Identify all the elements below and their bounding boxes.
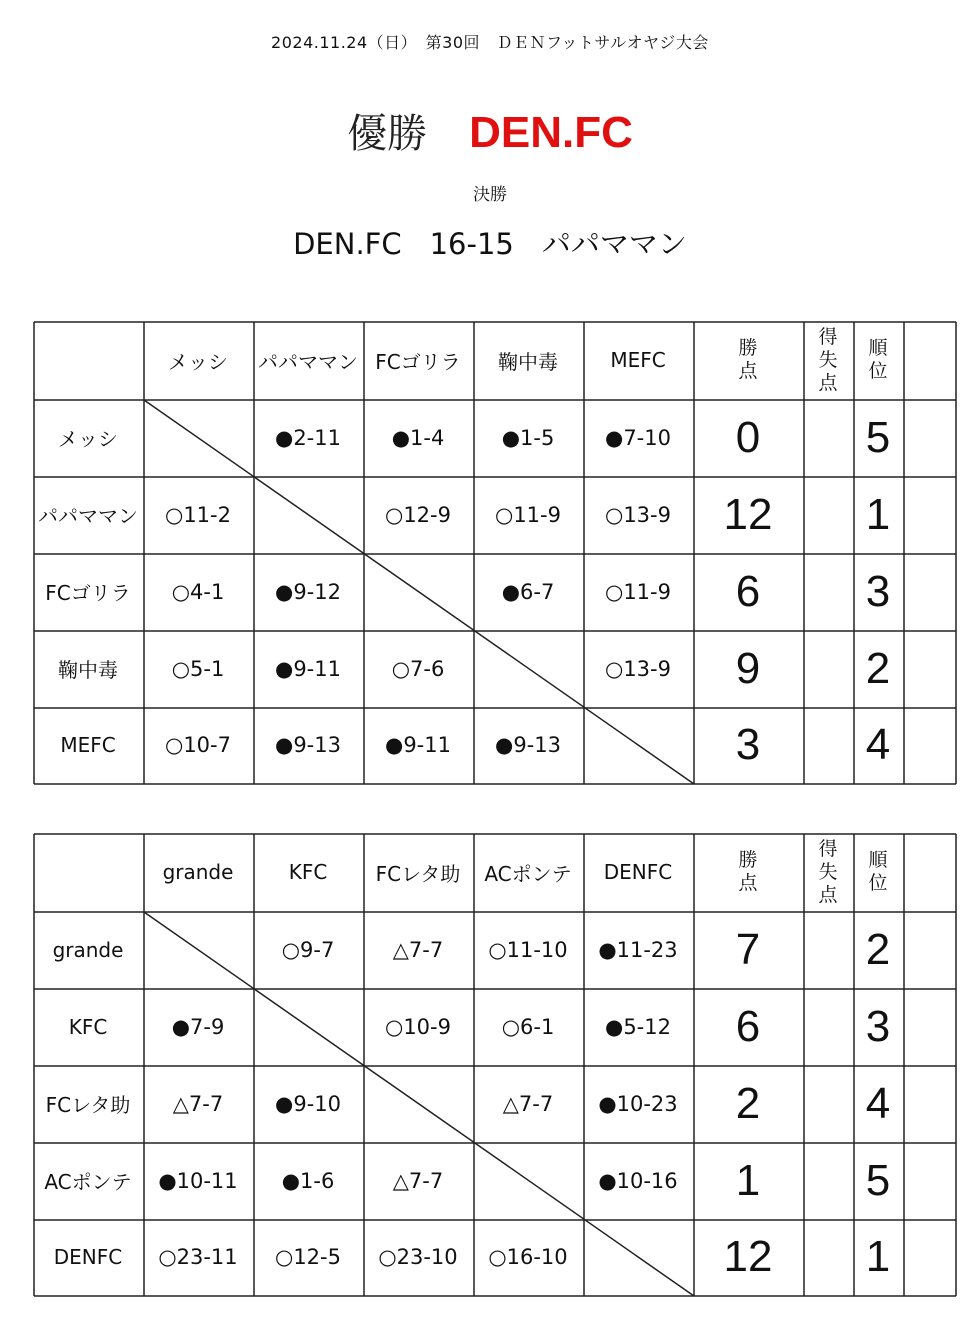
rank-header-char: 順: [868, 849, 888, 871]
goal-diff-header-char: 得: [818, 837, 838, 860]
match-result-cell: ●5-12: [605, 1014, 671, 1039]
goal-diff-cell: [803, 553, 853, 630]
row-team-name: DENFC: [53, 1245, 123, 1269]
goal-diff-header-char: 点: [818, 371, 838, 394]
goal-diff-cell: [803, 630, 853, 707]
match-result-cell: △7-7: [502, 1091, 554, 1116]
match-result-cell: [253, 476, 363, 553]
goal-diff-cell: [803, 911, 853, 988]
match-result-cell: [473, 1142, 583, 1219]
match-result-cell: ○11-9: [495, 502, 561, 527]
rank-cell: 5: [865, 412, 891, 462]
match-result-cell: ●11-23: [598, 937, 678, 962]
goal-diff-cell: [803, 1142, 853, 1219]
rank-header: [853, 321, 903, 399]
points-cell: 3: [735, 720, 761, 769]
points-cell: 12: [723, 489, 773, 539]
rank-header-char: 順: [868, 337, 888, 359]
match-result-cell: ●10-23: [598, 1091, 678, 1116]
points-header-char: 点: [738, 872, 758, 894]
match-result-cell: ●9-13: [275, 733, 341, 757]
goal-diff-header-char: 点: [818, 883, 838, 906]
points-header: [693, 833, 803, 911]
rank-cell: 5: [865, 1155, 891, 1205]
match-result-cell: [583, 1219, 693, 1295]
match-result-cell: ●1-6: [281, 1168, 335, 1193]
match-result-cell: ○11-9: [605, 579, 671, 604]
points-header-char: 勝: [738, 849, 758, 871]
points-cell: 7: [735, 924, 761, 974]
goal-diff-header-char: 失: [818, 348, 838, 371]
points-cell: 2: [735, 1078, 761, 1128]
column-header: DENFC: [603, 860, 673, 884]
match-result-cell: ○6-1: [501, 1014, 555, 1039]
rank-cell: 1: [865, 1232, 891, 1281]
match-result-cell: ○13-9: [605, 502, 671, 527]
row-team-name: KFC: [68, 1014, 108, 1039]
column-header: メッシ: [168, 349, 228, 374]
match-result-cell: ●6-7: [501, 579, 555, 604]
match-result-cell: ●9-11: [275, 656, 341, 681]
match-result-cell: △7-7: [392, 1168, 444, 1193]
rank-cell: 2: [865, 643, 891, 693]
column-header: KFC: [288, 860, 328, 884]
match-result-cell: [363, 553, 473, 630]
match-result-cell: [253, 988, 363, 1065]
row-team-name: FCレタ助: [45, 1093, 131, 1117]
match-result-cell: ●1-5: [501, 425, 555, 450]
match-result-cell: ○4-1: [171, 579, 225, 604]
column-header: パパママン: [258, 349, 358, 374]
rank-header: [853, 833, 903, 911]
league-table-2: [33, 833, 955, 1295]
points-cell: 12: [723, 1232, 773, 1281]
match-result-cell: [143, 399, 253, 476]
rank-header-char: 位: [868, 360, 888, 382]
points-cell: 6: [735, 1001, 761, 1051]
match-result-cell: ○11-2: [165, 502, 231, 527]
match-result-cell: [143, 911, 253, 988]
column-header: ACポンテ: [484, 861, 572, 886]
match-result-cell: ○12-9: [385, 502, 451, 527]
match-result-cell: △7-7: [172, 1091, 224, 1116]
row-team-name: メッシ: [58, 427, 118, 451]
match-result-cell: [583, 707, 693, 783]
match-result-cell: ○10-7: [165, 733, 231, 757]
event-title: 2024.11.24（日） 第30回 ＤＥＮフットサルオヤジ大会: [271, 33, 709, 52]
match-result-cell: [473, 630, 583, 707]
match-result-cell: ○11-10: [488, 937, 568, 962]
points-cell: 1: [735, 1155, 761, 1205]
final-result: [0, 222, 980, 263]
rank-cell: 1: [865, 489, 891, 539]
rank-cell: 4: [865, 720, 891, 769]
goal-diff-header-char: 失: [818, 860, 838, 883]
match-result-cell: ●1-4: [391, 425, 445, 450]
match-result-cell: ●7-10: [605, 425, 671, 450]
final-score: 16-15: [429, 227, 514, 261]
rank-cell: 3: [865, 1001, 891, 1051]
column-header: MEFC: [610, 348, 666, 372]
match-result-cell: ●2-11: [275, 425, 341, 450]
rank-header-char: 位: [868, 872, 888, 894]
column-header: FCレタ助: [375, 861, 461, 886]
goal-diff-cell: [803, 1065, 853, 1142]
points-header-char: 勝: [738, 337, 758, 359]
goal-diff-cell: [803, 476, 853, 553]
match-result-cell: [363, 1065, 473, 1142]
match-result-cell: ●9-11: [385, 733, 451, 757]
row-team-name: パパママン: [38, 504, 138, 528]
column-header: grande: [162, 860, 234, 884]
match-result-cell: △7-7: [392, 937, 444, 962]
champion-team: DEN.FC: [469, 108, 633, 157]
match-result-cell: ○23-11: [158, 1245, 238, 1269]
match-result-cell: ○16-10: [488, 1245, 568, 1269]
rank-cell: 3: [865, 566, 891, 616]
goal-diff-header-char: 得: [818, 325, 838, 348]
match-result-cell: ●10-16: [598, 1168, 678, 1193]
points-cell: 0: [735, 412, 761, 462]
points-header-char: 点: [738, 360, 758, 382]
row-team-name: MEFC: [60, 733, 116, 757]
row-team-name: ACポンテ: [44, 1170, 132, 1194]
match-result-cell: ●10-11: [158, 1168, 238, 1193]
match-result-cell: ○5-1: [171, 656, 225, 681]
match-result-cell: ●7-9: [171, 1014, 225, 1039]
match-result-cell: ○13-9: [605, 656, 671, 681]
match-result-cell: ○23-10: [378, 1245, 458, 1269]
match-result-cell: ●9-13: [495, 733, 561, 757]
match-result-cell: ○10-9: [385, 1014, 451, 1039]
match-result-cell: ○7-6: [391, 656, 445, 681]
rank-cell: 4: [865, 1078, 891, 1128]
goal-diff-cell: [803, 399, 853, 476]
points-cell: 6: [735, 566, 761, 616]
goal-diff-cell: [803, 988, 853, 1065]
match-result-cell: ●9-10: [275, 1091, 341, 1116]
row-team-name: grande: [52, 937, 124, 962]
column-header: 鞠中毒: [498, 349, 558, 374]
final-team-b: パパママン: [541, 227, 687, 261]
champion-label: 優勝: [347, 111, 428, 157]
row-team-name: 鞠中毒: [58, 658, 118, 682]
points-header: [693, 321, 803, 399]
points-cell: 9: [735, 643, 761, 693]
column-header: FCゴリラ: [375, 349, 461, 374]
match-result-cell: ●9-12: [275, 579, 341, 604]
goal-diff-cell: [803, 1219, 853, 1295]
goal-diff-header: [803, 833, 853, 911]
rank-cell: 2: [865, 924, 891, 974]
goal-diff-header: [803, 321, 853, 399]
match-result-cell: ○12-5: [275, 1245, 341, 1269]
final-label: 決勝: [473, 185, 507, 205]
row-team-name: FCゴリラ: [45, 581, 131, 605]
final-team-a: DEN.FC: [293, 227, 402, 261]
match-result-cell: ○9-7: [281, 937, 335, 962]
goal-diff-cell: [803, 707, 853, 783]
league-table-1: [33, 321, 955, 783]
champion-banner: [0, 102, 980, 159]
